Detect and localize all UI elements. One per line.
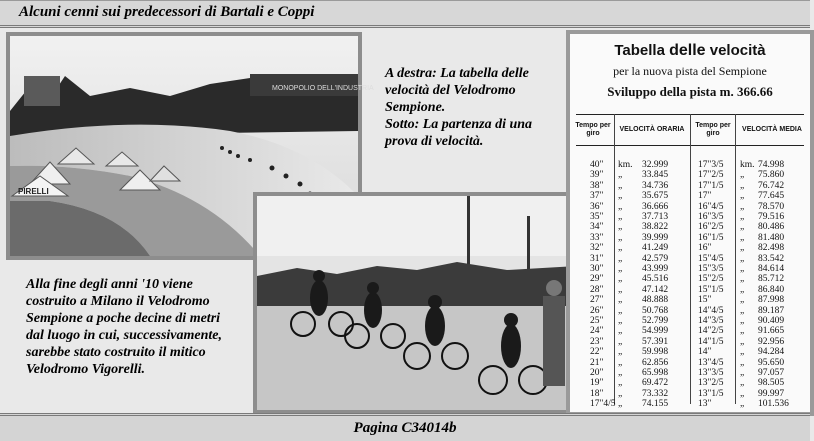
table-cell: „ — [740, 357, 745, 368]
table-cell: 22" — [590, 347, 604, 358]
table-cell: 14"3/5 — [698, 316, 724, 326]
table-cell: 78.570 — [758, 201, 785, 212]
page-footer — [0, 413, 810, 441]
table-cell: 89.187 — [758, 305, 785, 316]
table-title-word: delle — [669, 42, 706, 59]
table-cell: 90.409 — [758, 316, 785, 326]
table-cell: 24" — [590, 326, 604, 337]
right-caption-line: prova di velocità. — [385, 134, 484, 149]
table-cell: 79.516 — [758, 212, 785, 222]
table-cell: „ — [618, 243, 623, 254]
table-cell: 13"1/5 — [698, 388, 724, 399]
table-cell: 85.712 — [758, 274, 785, 285]
table-cell: 37" — [590, 191, 604, 202]
left-caption — [26, 276, 248, 378]
table-cell: 45.516 — [642, 274, 669, 285]
table-row — [570, 378, 810, 389]
column-header: Tempo per giro — [575, 122, 611, 137]
table-cell: 74.155 — [642, 399, 669, 410]
page-number-label: Pagina C34014b — [353, 420, 457, 436]
table-cell: „ — [740, 253, 745, 264]
table-cell: 37.713 — [642, 212, 669, 222]
table-cell: „ — [740, 399, 745, 410]
table-cell: 39.999 — [642, 232, 669, 243]
table-cell: 13"2/5 — [698, 378, 724, 389]
table-row — [570, 368, 810, 379]
table-row — [570, 326, 810, 337]
table-cell: 34.736 — [642, 180, 669, 191]
table-cell: 23" — [590, 336, 604, 347]
table-cell: 97.057 — [758, 368, 785, 378]
table-cell: 16"2/5 — [698, 222, 724, 233]
table-cell: 32" — [590, 243, 604, 254]
table-cell: 39" — [590, 170, 604, 181]
table-cell: 33.845 — [642, 170, 669, 181]
table-cell: „ — [618, 180, 623, 191]
speed-table — [570, 34, 810, 412]
table-cell: 69.472 — [642, 378, 669, 389]
table-row — [570, 160, 810, 171]
table-cell: „ — [740, 347, 745, 358]
table-cell: 18" — [590, 388, 604, 399]
table-row — [570, 347, 810, 358]
table-title — [570, 42, 810, 60]
table-row — [570, 399, 810, 410]
table-cell: 91.665 — [758, 326, 785, 337]
right-caption-line: Sempione. — [385, 100, 446, 115]
table-cell: „ — [740, 284, 745, 295]
table-cell: „ — [618, 316, 623, 326]
table-cell: 15"2/5 — [698, 274, 724, 285]
table-cell: 16"3/5 — [698, 212, 724, 222]
table-cell: 76.742 — [758, 180, 785, 191]
table-row — [570, 358, 810, 369]
table-cell: 31" — [590, 253, 604, 264]
table-cell: 15"4/5 — [698, 253, 724, 264]
table-cell: 84.614 — [758, 264, 785, 274]
table-cell: 57.391 — [642, 336, 669, 347]
table-cell: 16" — [698, 243, 712, 254]
left-caption-line: Alla fine degli anni '10 viene — [26, 277, 193, 292]
table-title-word: Tabella — [614, 42, 665, 59]
table-cell: „ — [618, 326, 623, 337]
table-cell: „ — [740, 191, 745, 202]
table-row — [570, 316, 810, 327]
table-cell: 15" — [698, 295, 712, 306]
table-cell: „ — [618, 212, 623, 222]
table-cell: 73.332 — [642, 388, 669, 399]
table-row — [570, 212, 810, 223]
right-caption-line: Sotto: La partenza di una — [385, 117, 533, 132]
table-cell: „ — [618, 253, 623, 264]
table-cell: „ — [618, 222, 623, 233]
table-row — [570, 295, 810, 306]
speed-table-scan — [566, 30, 814, 416]
page-title: Alcuni cenni sui predecessori di Bartali e Coppi — [19, 4, 315, 20]
table-cell: „ — [740, 378, 745, 389]
table-cell: 33" — [590, 232, 604, 243]
table-cell: 28" — [590, 284, 604, 295]
table-cell: „ — [618, 264, 623, 274]
table-cell: 13" — [698, 399, 712, 410]
table-cell: 13"4/5 — [698, 357, 724, 368]
table-cell: „ — [618, 336, 623, 347]
table-cell: km. — [618, 160, 633, 170]
table-cell: 101.536 — [758, 399, 789, 410]
table-cell: „ — [740, 316, 745, 326]
table-cell: „ — [618, 274, 623, 285]
table-cell: 32.999 — [642, 160, 669, 170]
right-caption — [385, 65, 560, 150]
table-cell: „ — [618, 357, 623, 368]
table-cell: 48.888 — [642, 295, 669, 306]
table-cell: 36.666 — [642, 201, 669, 212]
table-cell: 34" — [590, 222, 604, 233]
table-row — [570, 202, 810, 213]
table-row — [570, 170, 810, 181]
table-cell: 16"1/5 — [698, 232, 724, 243]
table-cell: 14"4/5 — [698, 305, 724, 316]
table-cell: 14"2/5 — [698, 326, 724, 337]
column-header: VELOCITÀ MEDIA — [742, 126, 802, 133]
table-row — [570, 254, 810, 265]
table-cell: 52.799 — [642, 316, 669, 326]
table-row — [570, 285, 810, 296]
table-cell: „ — [618, 170, 623, 181]
table-cell: 30" — [590, 264, 604, 274]
left-caption-line: Velodromo Vigorelli. — [26, 362, 146, 377]
table-cell: 15"3/5 — [698, 264, 724, 274]
table-cell: 83.542 — [758, 253, 785, 264]
table-cell: 81.480 — [758, 232, 785, 243]
table-cell: 75.860 — [758, 170, 785, 181]
table-cell: „ — [618, 399, 623, 410]
right-caption-line: A destra: La tabella delle — [385, 66, 529, 81]
table-row — [570, 274, 810, 285]
table-cell: 29" — [590, 274, 604, 285]
table-cell: 40" — [590, 160, 604, 170]
table-cell: „ — [740, 232, 745, 243]
table-cell: „ — [618, 284, 623, 295]
table-cell: 87.998 — [758, 295, 785, 306]
table-row — [570, 233, 810, 244]
table-cell: „ — [740, 212, 745, 222]
column-header: VELOCITÀ ORARIA — [619, 126, 685, 133]
table-cell: „ — [740, 388, 745, 399]
table-row — [570, 191, 810, 202]
table-cell: 35.675 — [642, 191, 669, 202]
speed-trial-illustration — [257, 196, 577, 410]
table-cell: „ — [740, 295, 745, 306]
table-row — [570, 306, 810, 317]
table-row — [570, 337, 810, 348]
table-cell: 19" — [590, 378, 604, 389]
table-cell: 80.486 — [758, 222, 785, 233]
table-cell: „ — [618, 191, 623, 202]
table-cell: „ — [740, 222, 745, 233]
table-cell: 17" — [698, 191, 712, 202]
page-header — [0, 0, 810, 28]
table-cell: „ — [618, 388, 623, 399]
table-cell: 36" — [590, 201, 604, 212]
table-cell: „ — [740, 305, 745, 316]
table-cell: 95.650 — [758, 357, 785, 368]
table-cell: 94.284 — [758, 347, 785, 358]
table-cell: 74.998 — [758, 160, 785, 170]
table-cell: 17"3/5 — [698, 160, 724, 170]
table-cell: 38.822 — [642, 222, 669, 233]
table-cell: 92.956 — [758, 336, 785, 347]
table-cell: 65.998 — [642, 368, 669, 378]
table-subtitle: per la nuova pista del Sempione — [613, 64, 767, 78]
table-cell: 17"1/5 — [698, 180, 724, 191]
table-cell: 16"4/5 — [698, 201, 724, 212]
table-cell: 77.645 — [758, 191, 785, 202]
table-cell: 86.840 — [758, 284, 785, 295]
table-cell: „ — [618, 201, 623, 212]
table-cell: „ — [740, 170, 745, 181]
table-cell: 14" — [698, 347, 712, 358]
table-cell: „ — [740, 336, 745, 347]
table-cell: 25" — [590, 316, 604, 326]
table-row — [570, 222, 810, 233]
table-cell: 15"1/5 — [698, 284, 724, 295]
table-cell: „ — [740, 201, 745, 212]
column-header: Tempo per giro — [695, 122, 731, 137]
table-cell: „ — [740, 264, 745, 274]
table-cell: „ — [618, 378, 623, 389]
table-cell: „ — [740, 243, 745, 254]
table-cell: „ — [740, 368, 745, 378]
table-cell: 82.498 — [758, 243, 785, 254]
table-cell: 13"3/5 — [698, 368, 724, 378]
table-cell: 21" — [590, 357, 604, 368]
table-cell: 17"2/5 — [698, 170, 724, 181]
table-track-development: Sviluppo della pista m. 366.66 — [607, 84, 773, 99]
table-cell: 41.249 — [642, 243, 669, 254]
table-cell: 35" — [590, 212, 604, 222]
table-cell: 59.998 — [642, 347, 669, 358]
table-cell: 62.856 — [642, 357, 669, 368]
table-cell: „ — [618, 347, 623, 358]
left-caption-line: dal luogo in cui, successivamente, — [26, 328, 222, 343]
table-cell: 50.768 — [642, 305, 669, 316]
speed-trial-photo — [253, 192, 581, 414]
left-caption-line: sarebbe stato costruito il mitico — [26, 345, 206, 360]
right-caption-line: velocità del Velodromo — [385, 83, 516, 98]
table-cell: km. — [740, 160, 755, 170]
table-cell: „ — [618, 295, 623, 306]
table-cell: 43.999 — [642, 264, 669, 274]
table-cell: „ — [618, 305, 623, 316]
table-row — [570, 181, 810, 192]
velodrome-banner-text: MONOPOLIO DELL'INDUSTRIA — [272, 85, 374, 92]
table-cell: 38" — [590, 180, 604, 191]
table-cell: 99.997 — [758, 388, 785, 399]
table-row — [570, 264, 810, 275]
table-cell: 42.579 — [642, 253, 669, 264]
table-cell: „ — [740, 180, 745, 191]
table-cell: 47.142 — [642, 284, 669, 295]
table-cell: „ — [618, 368, 623, 378]
table-cell: 54.999 — [642, 326, 669, 337]
pirelli-sign-text: PIRELLI — [18, 187, 49, 196]
table-row — [570, 389, 810, 400]
left-caption-line: Sempione a poche decine di metri — [26, 311, 221, 326]
table-title-word: velocità — [709, 42, 766, 59]
table-cell: „ — [618, 232, 623, 243]
table-cell: 98.505 — [758, 378, 785, 389]
table-cell: 26" — [590, 305, 604, 316]
table-cell: „ — [740, 326, 745, 337]
table-cell: „ — [740, 274, 745, 285]
table-cell: 14"1/5 — [698, 336, 724, 347]
table-row — [570, 243, 810, 254]
table-cell: 20" — [590, 368, 604, 378]
table-cell: 27" — [590, 295, 604, 306]
left-caption-line: costruito a Milano il Velodromo — [26, 294, 210, 309]
table-cell: 17"4/5 — [590, 399, 616, 410]
